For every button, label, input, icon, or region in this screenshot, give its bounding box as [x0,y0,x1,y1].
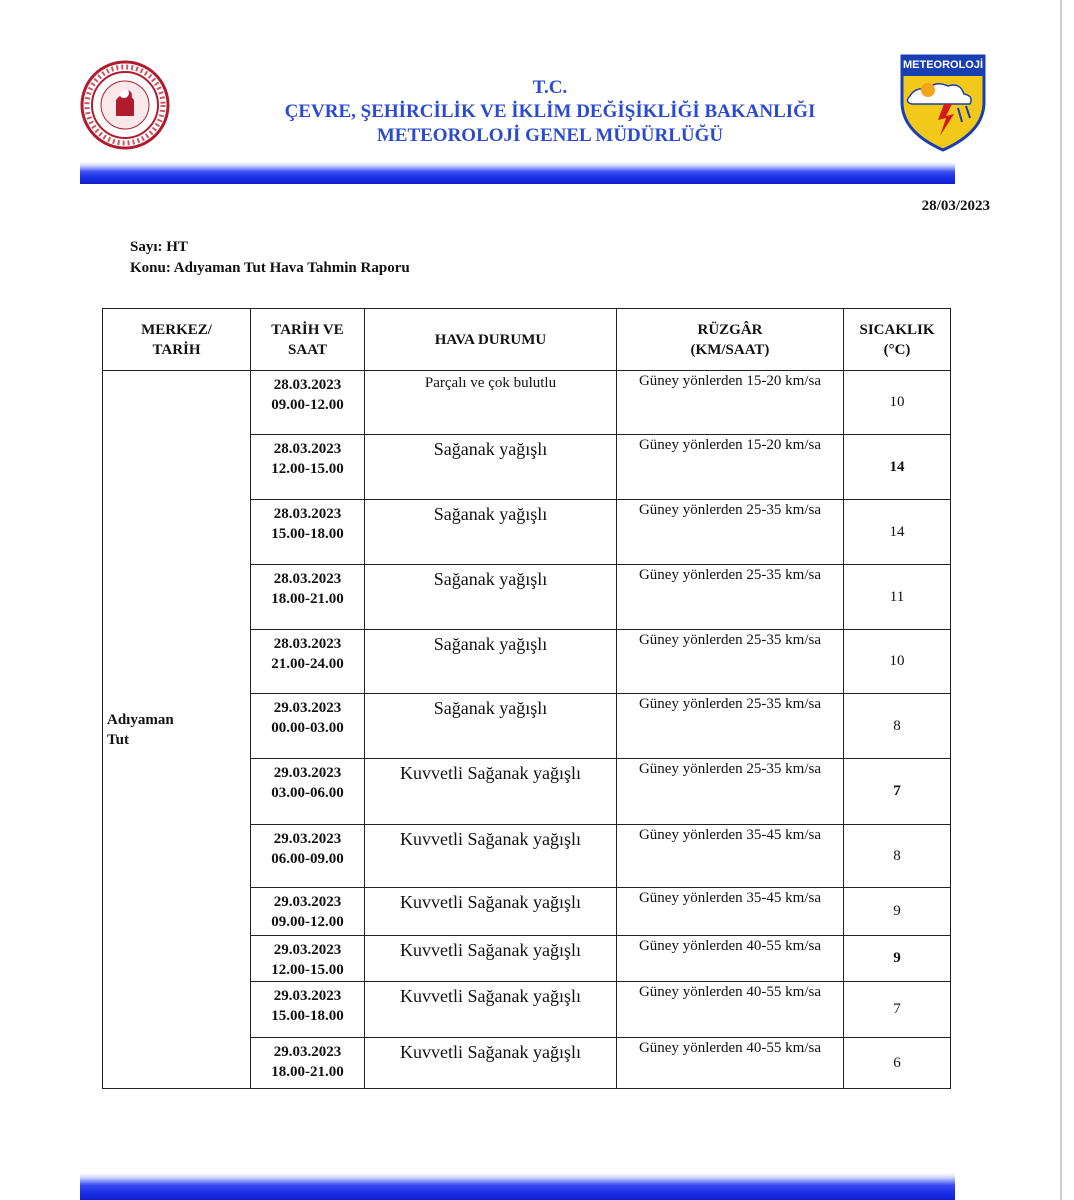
datetime-cell [251,982,365,1038]
row-date: 28.03.2023 [273,441,342,457]
col-header-hava: HAVA DURUMU [365,309,617,371]
datetime-cell [251,1038,365,1089]
col-header-tarih: TARİH VE SAAT [251,309,365,371]
center-city: Adıyaman [107,711,174,728]
temperature-cell: 8 [844,825,951,888]
row-time: 15.00-18.00 [271,1008,344,1024]
row-time: 12.00-15.00 [271,461,344,477]
weather-cell: Sağanak yağışlı [365,435,617,500]
wind-cell: Güney yönlerden 40-55 km/sa [617,982,844,1038]
header-directorate: METEOROLOJİ GENEL MÜDÜRLÜĞÜ [376,125,724,146]
col-header-ruzgar: RÜZGÂR (KM/SAAT) [617,309,844,371]
header-ministry: ÇEVRE, ŞEHİRCİLİK VE İKLİM DEĞİŞİKLİĞİ BAKANLIĞI [284,101,816,122]
weather-cell: Kuvvetli Sağanak yağışlı [365,936,617,982]
row-time: 18.00-21.00 [271,591,344,607]
col-header-sicaklik: SICAKLIK (°C) [844,309,951,371]
temperature-cell: 6 [844,1038,951,1089]
row-time: 06.00-09.00 [271,851,344,867]
forecast-table [102,308,951,1089]
temperature-cell: 10 [844,630,951,694]
row-time: 00.00-03.00 [271,720,344,736]
datetime-cell [251,888,365,936]
row-date: 29.03.2023 [273,765,342,781]
row-date: 28.03.2023 [273,506,342,522]
wind-cell: Güney yönlerden 35-45 km/sa [617,825,844,888]
sayi-line: Sayı: HT [130,239,188,255]
wind-cell: Güney yönlerden 40-55 km/sa [617,1038,844,1089]
wind-cell: Güney yönlerden 35-45 km/sa [617,888,844,936]
temperature-cell: 8 [844,694,951,759]
row-date: 28.03.2023 [273,571,342,587]
row-date: 29.03.2023 [273,942,342,958]
center-cell [103,371,251,1089]
weather-cell: Kuvvetli Sağanak yağışlı [365,825,617,888]
weather-cell: Sağanak yağışlı [365,694,617,759]
wind-cell: Güney yönlerden 15-20 km/sa [617,371,844,435]
datetime-cell [251,759,365,825]
ministry-seal-logo [80,60,170,150]
document-header [200,76,900,148]
document-date: 28/03/2023 [921,198,990,214]
col-header-merkez: MERKEZ/ TARİH [103,309,251,371]
datetime-cell [251,825,365,888]
row-date: 29.03.2023 [273,700,342,716]
temperature-cell: 7 [844,759,951,825]
temperature-cell: 10 [844,371,951,435]
wind-cell: Güney yönlerden 25-35 km/sa [617,630,844,694]
temperature-cell: 9 [844,888,951,936]
row-time: 15.00-18.00 [271,526,344,542]
datetime-cell [251,694,365,759]
row-time: 09.00-12.00 [271,914,344,930]
datetime-cell [251,435,365,500]
header-tc: T.C. [532,77,568,98]
meteoroloji-logo [898,52,988,152]
temperature-cell: 7 [844,982,951,1038]
footer-blue-band [80,1173,955,1200]
row-time: 18.00-21.00 [271,1064,344,1080]
logo-text: METEOROLOJİ [902,59,984,71]
table-header-row [103,309,951,371]
wind-cell: Güney yönlerden 25-35 km/sa [617,565,844,630]
row-time: 12.00-15.00 [271,962,344,978]
row-time: 21.00-24.00 [271,656,344,672]
row-date: 29.03.2023 [273,988,342,1004]
table-row [103,371,951,435]
wind-cell: Güney yönlerden 40-55 km/sa [617,936,844,982]
datetime-cell [251,565,365,630]
weather-cell: Kuvvetli Sağanak yağışlı [365,1038,617,1089]
center-district: Tut [107,731,129,748]
konu-line: Konu: Adıyaman Tut Hava Tahmin Raporu [130,260,410,276]
temperature-cell: 11 [844,565,951,630]
temperature-cell: 9 [844,936,951,982]
wind-cell: Güney yönlerden 25-35 km/sa [617,694,844,759]
weather-cell: Sağanak yağışlı [365,565,617,630]
datetime-cell [251,500,365,565]
datetime-cell [251,936,365,982]
row-time: 03.00-06.00 [271,785,344,801]
row-date: 29.03.2023 [273,1044,342,1060]
wind-cell: Güney yönlerden 25-35 km/sa [617,500,844,565]
weather-cell: Sağanak yağışlı [365,500,617,565]
weather-cell: Kuvvetli Sağanak yağışlı [365,759,617,825]
temperature-cell: 14 [844,435,951,500]
wind-cell: Güney yönlerden 25-35 km/sa [617,759,844,825]
datetime-cell [251,630,365,694]
weather-cell: Parçalı ve çok bulutlu [365,371,617,435]
wind-cell: Güney yönlerden 15-20 km/sa [617,435,844,500]
weather-cell: Sağanak yağışlı [365,630,617,694]
row-date: 28.03.2023 [273,377,342,393]
temperature-cell: 14 [844,500,951,565]
datetime-cell [251,371,365,435]
document-meta [130,237,410,279]
weather-cell: Kuvvetli Sağanak yağışlı [365,888,617,936]
row-date: 29.03.2023 [273,831,342,847]
row-time: 09.00-12.00 [271,397,344,413]
row-date: 28.03.2023 [273,636,342,652]
row-date: 29.03.2023 [273,894,342,910]
header-blue-band [80,162,955,184]
weather-cell: Kuvvetli Sağanak yağışlı [365,982,617,1038]
